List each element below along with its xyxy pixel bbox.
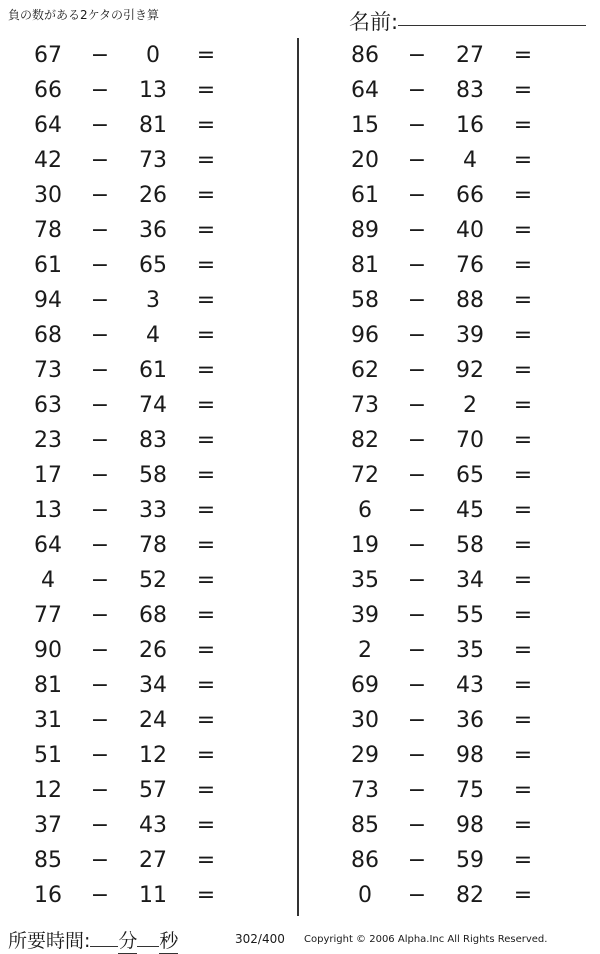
problem-row [0,668,296,703]
minus-sign: − [90,743,110,768]
equals-sign: = [196,323,216,348]
problem-row [0,108,296,143]
minuend: 64 [34,113,62,138]
worksheet-title: 負の数がある2ケタの引き算 [8,8,160,22]
minus-sign: − [90,428,110,453]
time-taken [8,926,178,954]
equals-sign: = [196,183,216,208]
subtrahend: 27 [456,43,484,68]
subtrahend: 83 [456,78,484,103]
minuend: 77 [34,603,62,628]
minuend: 85 [34,848,62,873]
subtrahend: 98 [456,743,484,768]
minus-sign: − [90,708,110,733]
problem-column-right [300,38,600,913]
minuend: 67 [34,43,62,68]
problem-row [300,318,600,353]
subtrahend: 3 [146,288,160,313]
minus-sign: − [90,393,110,418]
subtrahend: 45 [456,498,484,523]
subtrahend: 65 [456,463,484,488]
minus-sign: − [90,288,110,313]
subtrahend: 52 [139,568,167,593]
equals-sign: = [513,813,533,838]
problem-row [0,808,296,843]
equals-sign: = [196,78,216,103]
equals-sign: = [196,113,216,138]
problem-row [0,318,296,353]
minuend: 35 [351,568,379,593]
problem-row [300,633,600,668]
problem-row [300,458,600,493]
equals-sign: = [513,533,533,558]
equals-sign: = [196,253,216,278]
problem-row [0,843,296,878]
equals-sign: = [513,638,533,663]
minuend: 86 [351,43,379,68]
minus-sign: − [407,78,427,103]
minus-sign: − [407,253,427,278]
subtrahend: 0 [146,43,160,68]
subtrahend: 78 [139,533,167,558]
problem-row [300,843,600,878]
equals-sign: = [513,113,533,138]
page-number: 302/400 [235,932,285,946]
minus-sign: − [90,218,110,243]
minus-sign: − [90,883,110,908]
minus-sign: − [90,568,110,593]
equals-sign: = [196,218,216,243]
minus-sign: − [407,393,427,418]
subtrahend: 82 [456,883,484,908]
problem-row [300,773,600,808]
equals-sign: = [196,638,216,663]
minus-sign: − [407,148,427,173]
subtrahend: 98 [456,813,484,838]
subtrahend: 68 [139,603,167,628]
problem-row [0,388,296,423]
equals-sign: = [513,463,533,488]
minuend: 86 [351,848,379,873]
problem-row [300,283,600,318]
minuend: 64 [34,533,62,558]
subtrahend: 73 [139,148,167,173]
subtrahend: 4 [463,148,477,173]
subtrahend: 35 [456,638,484,663]
problem-column-left [0,38,296,913]
equals-sign: = [196,428,216,453]
minuend: 13 [34,498,62,523]
minus-sign: − [407,218,427,243]
minuend: 2 [358,638,372,663]
equals-sign: = [196,603,216,628]
problem-row [0,143,296,178]
minus-sign: − [90,43,110,68]
minus-sign: − [90,533,110,558]
name-field[interactable] [398,25,586,26]
minuend: 16 [34,883,62,908]
subtrahend: 70 [456,428,484,453]
minuend: 12 [34,778,62,803]
minuend: 51 [34,743,62,768]
equals-sign: = [196,673,216,698]
minus-sign: − [90,673,110,698]
minutes-blank[interactable] [90,945,118,947]
problem-row [300,598,600,633]
minus-sign: − [407,428,427,453]
minutes-unit: 分 [118,926,137,954]
subtrahend: 59 [456,848,484,873]
equals-sign: = [513,358,533,383]
subtrahend: 43 [456,673,484,698]
problem-row [0,73,296,108]
problem-row [300,73,600,108]
minus-sign: − [90,463,110,488]
subtrahend: 57 [139,778,167,803]
problem-row [0,248,296,283]
problem-row [0,598,296,633]
minus-sign: − [90,603,110,628]
equals-sign: = [196,883,216,908]
subtrahend: 33 [139,498,167,523]
minus-sign: − [407,463,427,488]
minus-sign: − [407,743,427,768]
subtrahend: 92 [456,358,484,383]
minuend: 81 [351,253,379,278]
subtrahend: 16 [456,113,484,138]
minuend: 15 [351,113,379,138]
problem-row [300,423,600,458]
subtrahend: 74 [139,393,167,418]
equals-sign: = [513,743,533,768]
time-label: 所要時間: [8,930,91,952]
equals-sign: = [196,813,216,838]
problem-row [300,493,600,528]
equals-sign: = [513,393,533,418]
problem-row [300,353,600,388]
equals-sign: = [513,323,533,348]
minuend: 61 [34,253,62,278]
equals-sign: = [513,148,533,173]
subtrahend: 66 [456,183,484,208]
equals-sign: = [513,183,533,208]
column-divider [297,38,299,916]
subtrahend: 34 [456,568,484,593]
problem-row [300,388,600,423]
subtrahend: 39 [456,323,484,348]
subtrahend: 40 [456,218,484,243]
minus-sign: − [407,813,427,838]
equals-sign: = [513,603,533,628]
minuend: 37 [34,813,62,838]
minuend: 31 [34,708,62,733]
problem-row [300,108,600,143]
copyright-notice: Copyright © 2006 Alpha.Inc All Rights Reserved. [304,934,548,945]
equals-sign: = [196,463,216,488]
minuend: 96 [351,323,379,348]
subtrahend: 65 [139,253,167,278]
minuend: 85 [351,813,379,838]
problem-row [0,493,296,528]
equals-sign: = [196,288,216,313]
minus-sign: − [90,78,110,103]
problem-row [300,703,600,738]
minuend: 94 [34,288,62,313]
problem-row [0,528,296,563]
minuend: 66 [34,78,62,103]
equals-sign: = [196,498,216,523]
minuend: 17 [34,463,62,488]
minus-sign: − [407,568,427,593]
equals-sign: = [196,743,216,768]
problem-row [300,38,600,73]
problem-row [300,563,600,598]
minuend: 42 [34,148,62,173]
subtrahend: 13 [139,78,167,103]
equals-sign: = [513,288,533,313]
subtrahend: 2 [463,393,477,418]
minus-sign: − [90,148,110,173]
problem-row [0,633,296,668]
minuend: 63 [34,393,62,418]
subtrahend: 76 [456,253,484,278]
problem-row [300,738,600,773]
minuend: 64 [351,78,379,103]
equals-sign: = [513,428,533,453]
minus-sign: − [90,813,110,838]
problem-row [300,178,600,213]
minus-sign: − [407,848,427,873]
problem-row [0,178,296,213]
problem-row [300,248,600,283]
subtrahend: 4 [146,323,160,348]
equals-sign: = [513,78,533,103]
subtrahend: 55 [456,603,484,628]
minuend: 61 [351,183,379,208]
equals-sign: = [513,218,533,243]
problem-row [0,283,296,318]
minus-sign: − [90,498,110,523]
minuend: 29 [351,743,379,768]
minuend: 89 [351,218,379,243]
equals-sign: = [196,568,216,593]
minuend: 30 [34,183,62,208]
problem-row [0,738,296,773]
minus-sign: − [407,778,427,803]
minus-sign: − [407,498,427,523]
problem-row [300,528,600,563]
subtrahend: 43 [139,813,167,838]
equals-sign: = [196,148,216,173]
problem-row [300,143,600,178]
minus-sign: − [407,638,427,663]
minus-sign: − [90,113,110,138]
minuend: 19 [351,533,379,558]
minuend: 23 [34,428,62,453]
minus-sign: − [90,638,110,663]
equals-sign: = [196,848,216,873]
problem-row [0,38,296,73]
minus-sign: − [407,323,427,348]
subtrahend: 36 [139,218,167,243]
seconds-blank[interactable] [137,945,159,947]
problem-row [300,878,600,913]
minus-sign: − [90,358,110,383]
subtrahend: 81 [139,113,167,138]
minuend: 78 [34,218,62,243]
problem-row [0,213,296,248]
problem-row [300,808,600,843]
minus-sign: − [407,183,427,208]
problem-row [0,703,296,738]
problem-row [0,773,296,808]
subtrahend: 36 [456,708,484,733]
equals-sign: = [196,43,216,68]
seconds-unit: 秒 [159,926,178,954]
equals-sign: = [196,358,216,383]
minus-sign: − [407,883,427,908]
subtrahend: 61 [139,358,167,383]
equals-sign: = [513,708,533,733]
minus-sign: − [90,778,110,803]
equals-sign: = [196,533,216,558]
minuend: 68 [34,323,62,348]
minuend: 82 [351,428,379,453]
subtrahend: 58 [139,463,167,488]
minus-sign: − [407,288,427,313]
equals-sign: = [513,253,533,278]
subtrahend: 88 [456,288,484,313]
minus-sign: − [90,183,110,208]
problem-row [300,213,600,248]
problem-row [0,353,296,388]
minuend: 58 [351,288,379,313]
equals-sign: = [513,673,533,698]
problem-row [0,458,296,493]
subtrahend: 26 [139,183,167,208]
equals-sign: = [513,848,533,873]
minuend: 73 [34,358,62,383]
minuend: 90 [34,638,62,663]
minuend: 81 [34,673,62,698]
subtrahend: 75 [456,778,484,803]
subtrahend: 58 [456,533,484,558]
equals-sign: = [196,708,216,733]
subtrahend: 24 [139,708,167,733]
equals-sign: = [196,393,216,418]
minus-sign: − [407,673,427,698]
problem-row [0,878,296,913]
minus-sign: − [407,43,427,68]
equals-sign: = [513,43,533,68]
equals-sign: = [513,498,533,523]
minuend: 6 [358,498,372,523]
equals-sign: = [513,883,533,908]
subtrahend: 11 [139,883,167,908]
problem-row [0,563,296,598]
name-label: 名前: [349,10,399,34]
minus-sign: − [90,253,110,278]
minus-sign: − [407,113,427,138]
minuend: 20 [351,148,379,173]
minuend: 73 [351,393,379,418]
subtrahend: 12 [139,743,167,768]
minuend: 39 [351,603,379,628]
minus-sign: − [407,708,427,733]
minus-sign: − [407,358,427,383]
minuend: 0 [358,883,372,908]
equals-sign: = [513,568,533,593]
equals-sign: = [513,778,533,803]
minus-sign: − [407,603,427,628]
minus-sign: − [90,848,110,873]
minuend: 73 [351,778,379,803]
minus-sign: − [90,323,110,348]
subtrahend: 27 [139,848,167,873]
subtrahend: 26 [139,638,167,663]
minuend: 69 [351,673,379,698]
minus-sign: − [407,533,427,558]
subtrahend: 83 [139,428,167,453]
minuend: 4 [41,568,55,593]
problem-row [0,423,296,458]
minuend: 72 [351,463,379,488]
minuend: 30 [351,708,379,733]
minuend: 62 [351,358,379,383]
problem-row [300,668,600,703]
subtrahend: 34 [139,673,167,698]
equals-sign: = [196,778,216,803]
